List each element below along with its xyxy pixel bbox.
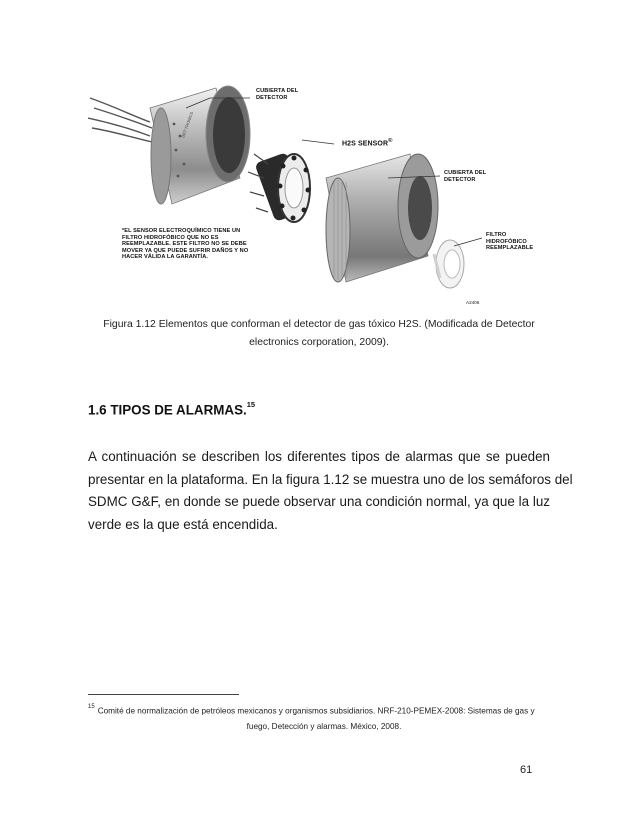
page-number: 61 bbox=[520, 764, 533, 776]
detector-housing bbox=[150, 86, 250, 204]
label-cubierta-top: CUBIERTA DEL DETECTOR bbox=[256, 88, 299, 101]
hydrophobic-filter bbox=[434, 240, 464, 288]
footnote-ref: 15 bbox=[246, 400, 256, 409]
label-cubierta-right: CUBIERTA DEL DETECTOR bbox=[444, 170, 487, 183]
paragraph-line: presentar en la plataforma. En la figura 1.12 se muestra uno de los semáforos del bbox=[88, 471, 573, 487]
footnote-divider bbox=[88, 694, 239, 695]
wires bbox=[88, 98, 152, 142]
label-filtro: FILTRO HIDROFÓBICO REEMPLAZABLE bbox=[486, 232, 534, 252]
footnote-line-1: Comité de normalización de petróleos mexicanos y organismos subsidiarios. NRF-210-PEMEX-2008: Sistemas de gas y bbox=[97, 706, 535, 716]
section-heading: 1.6 TIPOS DE ALARMAS.$^{15}$ bbox=[88, 400, 256, 418]
paragraph-line: A continuación se describen los diferentes tipos de alarmas que se pueden bbox=[88, 449, 550, 464]
paragraph-line: SDMC G&F, en donde se puede observar una condición normal, ya que la luz bbox=[88, 494, 550, 509]
label-h2s-sensor: H2S SENSOR® bbox=[342, 138, 393, 148]
paragraph-line: verde es la que está encendida. bbox=[88, 516, 278, 532]
figure-code: A2406 bbox=[466, 300, 480, 305]
detector-cover bbox=[326, 154, 438, 282]
detector-illustration bbox=[88, 78, 550, 310]
figure-caption: Figura 1.12 Elementos que conforman el detector de gas tóxico H2S. (Modificada de Detector electronics corporation, 2009). bbox=[103, 319, 535, 348]
label-warning: *EL SENSOR ELECTROQUÍMICO TIENE UN FILTRO HIDROFÓBICO QUE NO ES REEMPLAZABLE. ESTE FILTRO NO SE DEBE MOVER YA QUE PUEDE SUFRIR DAÑOS Y NO HACER VÁLIDA LA GARANTÍA. bbox=[122, 228, 249, 261]
footnote bbox=[88, 702, 560, 734]
body-paragraph bbox=[88, 446, 573, 536]
detector-figure bbox=[88, 78, 550, 310]
h2s-sensor bbox=[248, 152, 311, 222]
footnote-number: 15 bbox=[88, 704, 95, 710]
footnote-line-2: fuego, Detección y alarmas. México, 2008. bbox=[246, 721, 402, 731]
svg-text:DET-TRONICS: DET-TRONICS bbox=[180, 111, 195, 139]
